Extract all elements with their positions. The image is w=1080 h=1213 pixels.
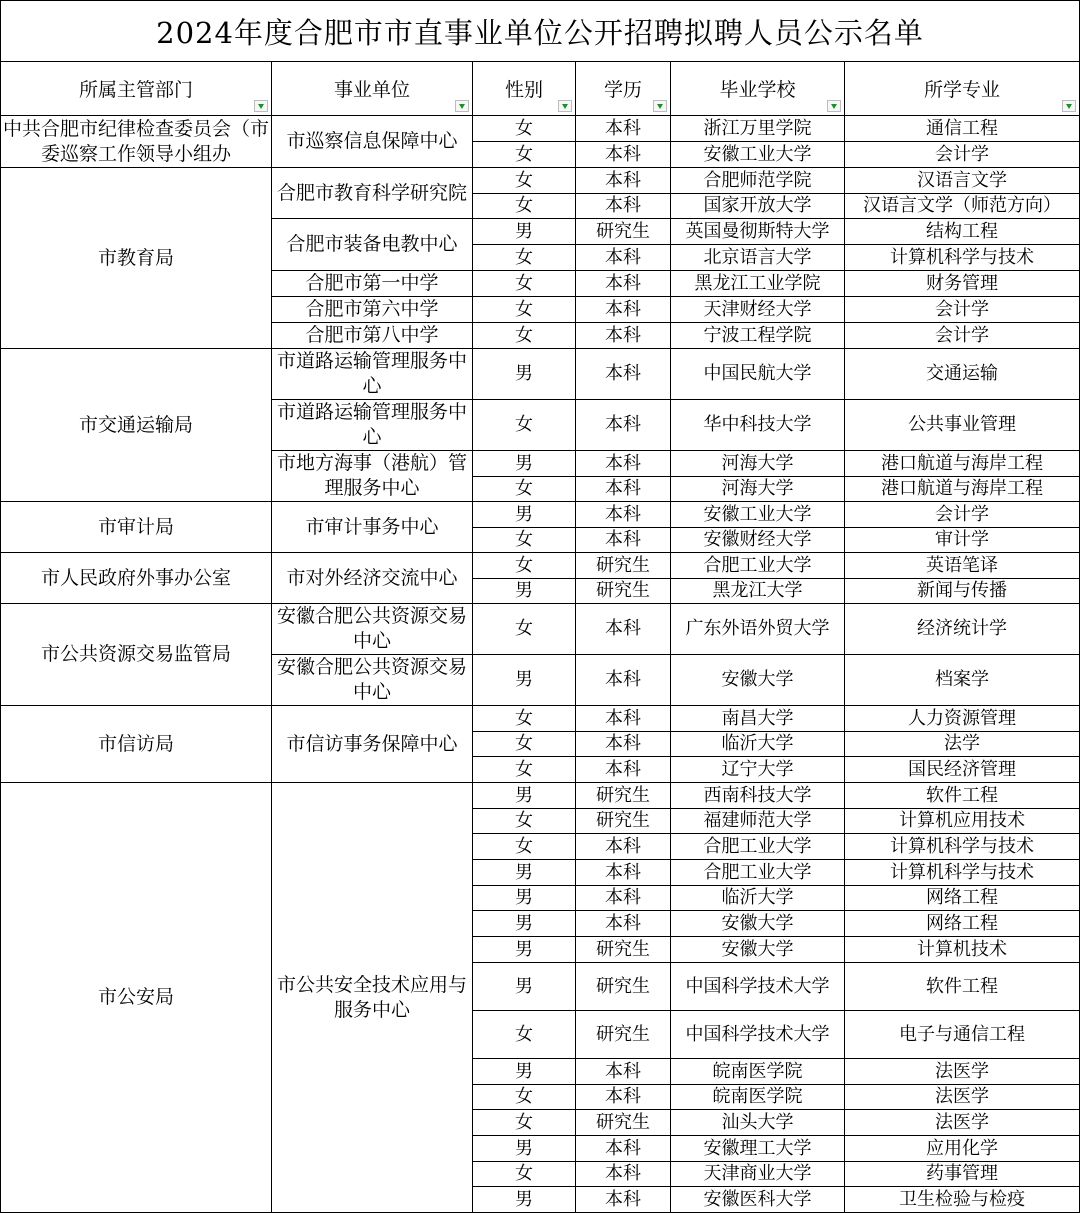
gender-cell: 女 bbox=[473, 168, 576, 194]
education-cell: 本科 bbox=[576, 732, 671, 757]
gender-cell: 女 bbox=[473, 323, 576, 349]
table-row bbox=[1, 706, 1080, 732]
gender-cell: 男 bbox=[473, 783, 576, 809]
school-cell: 合肥师范学院 bbox=[671, 168, 845, 194]
school-cell: 天津商业大学 bbox=[671, 1162, 845, 1187]
school-cell: 安徽工业大学 bbox=[671, 142, 845, 168]
unit-cell: 市对外经济交流中心 bbox=[272, 553, 473, 604]
gender-cell: 男 bbox=[473, 963, 576, 1011]
education-cell: 本科 bbox=[576, 116, 671, 142]
school-cell: 汕头大学 bbox=[671, 1110, 845, 1136]
major-cell: 电子与通信工程 bbox=[845, 1011, 1080, 1059]
major-cell: 网络工程 bbox=[845, 911, 1080, 937]
table-row bbox=[1, 783, 1080, 809]
education-cell: 本科 bbox=[576, 271, 671, 297]
education-cell: 本科 bbox=[576, 451, 671, 477]
major-cell: 应用化学 bbox=[845, 1136, 1080, 1162]
education-cell: 本科 bbox=[576, 400, 671, 451]
education-cell: 本科 bbox=[576, 1162, 671, 1187]
school-cell: 安徽大学 bbox=[671, 937, 845, 963]
major-cell: 英语笔译 bbox=[845, 553, 1080, 579]
gender-cell: 男 bbox=[473, 219, 576, 245]
gender-cell: 男 bbox=[473, 1059, 576, 1085]
education-cell: 本科 bbox=[576, 834, 671, 860]
school-cell: 辽宁大学 bbox=[671, 757, 845, 783]
gender-cell: 女 bbox=[473, 809, 576, 834]
school-cell: 合肥工业大学 bbox=[671, 860, 845, 886]
table-row bbox=[1, 553, 1080, 579]
major-cell: 交通运输 bbox=[845, 349, 1080, 400]
filter-dropdown-icon[interactable] bbox=[827, 100, 841, 112]
column-header-label: 所属主管部门 bbox=[78, 79, 193, 101]
dept-cell: 市公安局 bbox=[1, 783, 272, 1213]
column-header-label: 所学专业 bbox=[924, 79, 1001, 101]
gender-cell: 女 bbox=[473, 1162, 576, 1187]
gender-cell: 女 bbox=[473, 834, 576, 860]
school-cell: 安徽大学 bbox=[671, 911, 845, 937]
major-cell: 计算机技术 bbox=[845, 937, 1080, 963]
education-cell: 研究生 bbox=[576, 579, 671, 604]
gender-cell: 男 bbox=[473, 579, 576, 604]
column-header-education bbox=[576, 62, 671, 116]
column-header-label: 毕业学校 bbox=[719, 79, 796, 101]
unit-cell: 市道路运输管理服务中心 bbox=[272, 349, 473, 400]
education-cell: 研究生 bbox=[576, 1011, 671, 1059]
unit-cell: 市审计事务中心 bbox=[272, 502, 473, 553]
gender-cell: 女 bbox=[473, 1085, 576, 1110]
gender-cell: 男 bbox=[473, 937, 576, 963]
major-cell: 软件工程 bbox=[845, 963, 1080, 1011]
gender-cell: 男 bbox=[473, 1136, 576, 1162]
major-cell: 计算机科学与技术 bbox=[845, 860, 1080, 886]
unit-cell: 合肥市第一中学 bbox=[272, 271, 473, 297]
gender-cell: 男 bbox=[473, 886, 576, 911]
education-cell: 本科 bbox=[576, 706, 671, 732]
unit-cell: 市巡察信息保障中心 bbox=[272, 116, 473, 168]
gender-cell: 女 bbox=[473, 604, 576, 655]
major-cell: 新闻与传播 bbox=[845, 579, 1080, 604]
dept-cell: 市教育局 bbox=[1, 168, 272, 349]
column-header-unit bbox=[272, 62, 473, 116]
education-cell: 研究生 bbox=[576, 1110, 671, 1136]
column-header-label: 性别 bbox=[504, 79, 543, 101]
major-cell: 人力资源管理 bbox=[845, 706, 1080, 732]
filter-dropdown-icon[interactable] bbox=[1062, 100, 1076, 112]
education-cell: 本科 bbox=[576, 757, 671, 783]
education-cell: 本科 bbox=[576, 297, 671, 323]
filter-dropdown-icon[interactable] bbox=[558, 100, 572, 112]
gender-cell: 女 bbox=[473, 297, 576, 323]
gender-cell: 女 bbox=[473, 142, 576, 168]
gender-cell: 女 bbox=[473, 1011, 576, 1059]
dept-cell: 市公共资源交易监管局 bbox=[1, 604, 272, 706]
gender-cell: 女 bbox=[473, 271, 576, 297]
school-cell: 宁波工程学院 bbox=[671, 323, 845, 349]
unit-cell: 合肥市第八中学 bbox=[272, 323, 473, 349]
education-cell: 本科 bbox=[576, 911, 671, 937]
gender-cell: 女 bbox=[473, 732, 576, 757]
column-header-dept bbox=[1, 62, 272, 116]
school-cell: 广东外语外贸大学 bbox=[671, 604, 845, 655]
major-cell: 法医学 bbox=[845, 1085, 1080, 1110]
school-cell: 临沂大学 bbox=[671, 732, 845, 757]
unit-cell: 市公共安全技术应用与服务中心 bbox=[272, 783, 473, 1213]
school-cell: 天津财经大学 bbox=[671, 297, 845, 323]
education-cell: 本科 bbox=[576, 502, 671, 528]
education-cell: 研究生 bbox=[576, 783, 671, 809]
education-cell: 研究生 bbox=[576, 963, 671, 1011]
column-header-gender bbox=[473, 62, 576, 116]
gender-cell: 女 bbox=[473, 1110, 576, 1136]
gender-cell: 女 bbox=[473, 553, 576, 579]
dept-cell: 市交通运输局 bbox=[1, 349, 272, 502]
school-cell: 福建师范大学 bbox=[671, 809, 845, 834]
gender-cell: 女 bbox=[473, 757, 576, 783]
school-cell: 安徽财经大学 bbox=[671, 528, 845, 553]
education-cell: 本科 bbox=[576, 142, 671, 168]
filter-dropdown-icon[interactable] bbox=[254, 100, 268, 112]
gender-cell: 女 bbox=[473, 400, 576, 451]
education-cell: 研究生 bbox=[576, 809, 671, 834]
education-cell: 本科 bbox=[576, 528, 671, 553]
education-cell: 本科 bbox=[576, 1136, 671, 1162]
school-cell: 安徽工业大学 bbox=[671, 502, 845, 528]
school-cell: 安徽医科大学 bbox=[671, 1187, 845, 1213]
gender-cell: 男 bbox=[473, 1187, 576, 1213]
education-cell: 本科 bbox=[576, 168, 671, 194]
school-cell: 西南科技大学 bbox=[671, 783, 845, 809]
school-cell: 中国民航大学 bbox=[671, 349, 845, 400]
major-cell: 计算机科学与技术 bbox=[845, 834, 1080, 860]
school-cell: 华中科技大学 bbox=[671, 400, 845, 451]
major-cell: 法医学 bbox=[845, 1059, 1080, 1085]
gender-cell: 女 bbox=[473, 528, 576, 553]
major-cell: 审计学 bbox=[845, 528, 1080, 553]
dept-cell: 市信访局 bbox=[1, 706, 272, 783]
gender-cell: 男 bbox=[473, 911, 576, 937]
school-cell: 国家开放大学 bbox=[671, 194, 845, 219]
gender-cell: 女 bbox=[473, 477, 576, 502]
filter-dropdown-icon[interactable] bbox=[455, 100, 469, 112]
education-cell: 本科 bbox=[576, 655, 671, 706]
unit-cell: 合肥市教育科学研究院 bbox=[272, 168, 473, 219]
major-cell: 档案学 bbox=[845, 655, 1080, 706]
major-cell: 汉语言文学（师范方向） bbox=[845, 194, 1080, 219]
major-cell: 计算机科学与技术 bbox=[845, 245, 1080, 271]
school-cell: 河海大学 bbox=[671, 477, 845, 502]
column-header-label: 学历 bbox=[603, 79, 642, 101]
education-cell: 研究生 bbox=[576, 219, 671, 245]
gender-cell: 男 bbox=[473, 655, 576, 706]
dept-cell: 中共合肥市纪律检查委员会（市委巡察工作领导小组办 bbox=[1, 116, 272, 168]
major-cell: 港口航道与海岸工程 bbox=[845, 451, 1080, 477]
table-row bbox=[1, 604, 1080, 655]
school-cell: 英国曼彻斯特大学 bbox=[671, 219, 845, 245]
school-cell: 皖南医学院 bbox=[671, 1085, 845, 1110]
unit-cell: 合肥市第六中学 bbox=[272, 297, 473, 323]
school-cell: 安徽大学 bbox=[671, 655, 845, 706]
school-cell: 浙江万里学院 bbox=[671, 116, 845, 142]
filter-dropdown-icon[interactable] bbox=[653, 100, 667, 112]
school-cell: 安徽理工大学 bbox=[671, 1136, 845, 1162]
gender-cell: 女 bbox=[473, 706, 576, 732]
school-cell: 合肥工业大学 bbox=[671, 553, 845, 579]
education-cell: 本科 bbox=[576, 886, 671, 911]
page-title: 2024年度合肥市市直事业单位公开招聘拟聘人员公示名单 bbox=[1, 1, 1080, 62]
major-cell: 法学 bbox=[845, 732, 1080, 757]
school-cell: 黑龙江大学 bbox=[671, 579, 845, 604]
education-cell: 本科 bbox=[576, 860, 671, 886]
education-cell: 本科 bbox=[576, 1187, 671, 1213]
table-body bbox=[1, 116, 1080, 1213]
school-cell: 南昌大学 bbox=[671, 706, 845, 732]
major-cell: 会计学 bbox=[845, 142, 1080, 168]
major-cell: 财务管理 bbox=[845, 271, 1080, 297]
gender-cell: 女 bbox=[473, 116, 576, 142]
unit-cell: 合肥市装备电教中心 bbox=[272, 219, 473, 271]
major-cell: 经济统计学 bbox=[845, 604, 1080, 655]
education-cell: 研究生 bbox=[576, 553, 671, 579]
major-cell: 软件工程 bbox=[845, 783, 1080, 809]
major-cell: 计算机应用技术 bbox=[845, 809, 1080, 834]
gender-cell: 男 bbox=[473, 860, 576, 886]
major-cell: 结构工程 bbox=[845, 219, 1080, 245]
major-cell: 会计学 bbox=[845, 502, 1080, 528]
unit-cell: 安徽合肥公共资源交易中心 bbox=[272, 655, 473, 706]
school-cell: 河海大学 bbox=[671, 451, 845, 477]
education-cell: 本科 bbox=[576, 1085, 671, 1110]
gender-cell: 男 bbox=[473, 451, 576, 477]
education-cell: 本科 bbox=[576, 323, 671, 349]
major-cell: 法医学 bbox=[845, 1110, 1080, 1136]
major-cell: 国民经济管理 bbox=[845, 757, 1080, 783]
major-cell: 港口航道与海岸工程 bbox=[845, 477, 1080, 502]
unit-cell: 市地方海事（港航）管理服务中心 bbox=[272, 451, 473, 502]
table-row bbox=[1, 349, 1080, 400]
table-row bbox=[1, 168, 1080, 194]
school-cell: 临沂大学 bbox=[671, 886, 845, 911]
gender-cell: 男 bbox=[473, 349, 576, 400]
table-row bbox=[1, 502, 1080, 528]
major-cell: 药事管理 bbox=[845, 1162, 1080, 1187]
education-cell: 本科 bbox=[576, 245, 671, 271]
gender-cell: 男 bbox=[473, 502, 576, 528]
major-cell: 公共事业管理 bbox=[845, 400, 1080, 451]
gender-cell: 女 bbox=[473, 245, 576, 271]
major-cell: 网络工程 bbox=[845, 886, 1080, 911]
column-header-major bbox=[845, 62, 1080, 116]
school-cell: 合肥工业大学 bbox=[671, 834, 845, 860]
education-cell: 本科 bbox=[576, 349, 671, 400]
column-header-label: 事业单位 bbox=[333, 79, 410, 101]
school-cell: 中国科学技术大学 bbox=[671, 1011, 845, 1059]
dept-cell: 市审计局 bbox=[1, 502, 272, 553]
dept-cell: 市人民政府外事办公室 bbox=[1, 553, 272, 604]
school-cell: 北京语言大学 bbox=[671, 245, 845, 271]
education-cell: 本科 bbox=[576, 194, 671, 219]
education-cell: 本科 bbox=[576, 604, 671, 655]
school-cell: 皖南医学院 bbox=[671, 1059, 845, 1085]
table-row bbox=[1, 116, 1080, 142]
unit-cell: 安徽合肥公共资源交易中心 bbox=[272, 604, 473, 655]
education-cell: 本科 bbox=[576, 1059, 671, 1085]
education-cell: 本科 bbox=[576, 477, 671, 502]
school-cell: 中国科学技术大学 bbox=[671, 963, 845, 1011]
column-header-school bbox=[671, 62, 845, 116]
major-cell: 通信工程 bbox=[845, 116, 1080, 142]
major-cell: 会计学 bbox=[845, 323, 1080, 349]
unit-cell: 市道路运输管理服务中心 bbox=[272, 400, 473, 451]
school-cell: 黑龙江工业学院 bbox=[671, 271, 845, 297]
gender-cell: 女 bbox=[473, 194, 576, 219]
major-cell: 卫生检验与检疫 bbox=[845, 1187, 1080, 1213]
major-cell: 汉语言文学 bbox=[845, 168, 1080, 194]
unit-cell: 市信访事务保障中心 bbox=[272, 706, 473, 783]
major-cell: 会计学 bbox=[845, 297, 1080, 323]
education-cell: 研究生 bbox=[576, 937, 671, 963]
